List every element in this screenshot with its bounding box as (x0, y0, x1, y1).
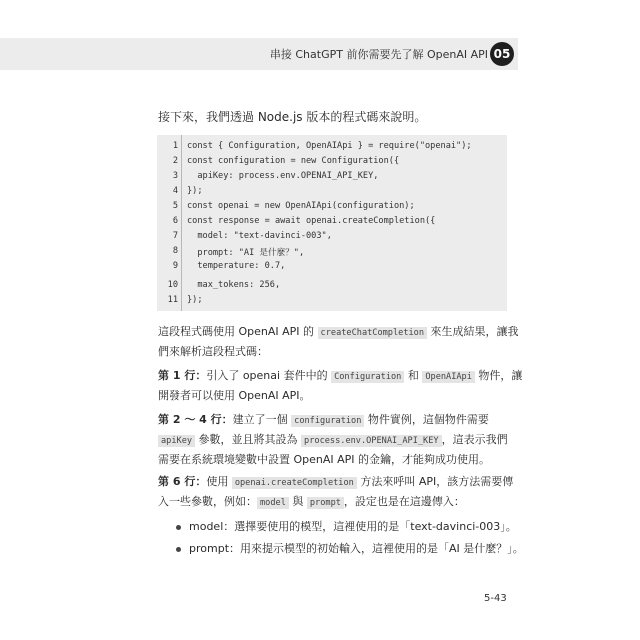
inline-code: OpenAIApi (422, 371, 475, 383)
line-number: 3 (172, 171, 178, 181)
bullet-icon (176, 525, 181, 530)
code-text: const openai = new OpenAIApi(configuration); (187, 201, 415, 211)
line-number: 10 (167, 280, 178, 290)
code-text: apiKey: process.env.OPENAI_API_KEY, (187, 171, 379, 181)
inline-code: apiKey (158, 435, 195, 447)
paragraph-label: 第 1 行： (158, 369, 207, 382)
code-text: }); (187, 186, 203, 196)
line-number: 9 (172, 261, 178, 271)
inline-code: process.env.OPENAI_API_KEY (301, 435, 442, 447)
running-header-title: 串接 ChatGPT 前你需要先了解 OpenAI API (269, 48, 488, 61)
inline-code: createChatCompletion (318, 327, 427, 339)
line-number: 7 (172, 231, 178, 241)
line-number: 4 (172, 186, 178, 196)
code-line (157, 261, 507, 277)
line-number: 11 (167, 295, 178, 305)
list-item: model：選擇要使用的模型，這裡使用的是「text-davinci-003」。 (176, 518, 517, 534)
paragraph-overview: 這段程式碼使用 OpenAI API 的 createChatCompletion 來生成結果，讓我 們來解析這段程式碼： (158, 325, 519, 358)
inline-code: configuration (291, 415, 364, 427)
inline-code: openai.createCompletion (232, 477, 357, 489)
code-line (157, 186, 507, 202)
code-line (157, 216, 507, 232)
code-text: temperature: 0.7, (187, 261, 286, 271)
code-text: model: "text-davinci-003", (187, 231, 332, 241)
code-text: max_tokens: 256, (187, 280, 281, 290)
page-number: 5-43 (484, 593, 507, 604)
code-text: const response = await openai.createCompletion({ (187, 216, 436, 226)
code-text: prompt: "AI 是什麼？", (187, 248, 305, 258)
code-line (157, 171, 507, 187)
code-text: }); (187, 295, 203, 305)
intro-text: 接下來，我們透過 Node.js 版本的程式碼來說明。 (158, 110, 427, 124)
paragraph-line-6: 第 6 行：使用 openai.createCompletion 方法來呼叫 API，該方法需要傳 入一些參數，例如： model 與 prompt ，設定也是在這邊傳入： (158, 475, 514, 508)
list-item: prompt：用來提示模型的初始輸入，這裡使用的是「AI 是什麼？」。 (176, 540, 524, 556)
inline-code: Configuration (331, 371, 404, 383)
bullet-icon (176, 547, 181, 552)
line-number: 5 (172, 201, 178, 211)
chapter-badge: 05 (490, 42, 514, 66)
paragraph-line-1: 第 1 行：引入了 openai 套件中的 Configuration 和 OpenAIApi 物件，讓 開發者可以使用 OpenAI API。 (158, 369, 523, 402)
code-block (157, 135, 507, 311)
line-number: 8 (172, 246, 178, 256)
code-line (157, 280, 507, 296)
code-line (157, 231, 507, 247)
code-line (157, 156, 507, 172)
paragraph-lines-2-4: 第 2 ～ 4 行：建立了一個 configuration 物件實例，這個物件需要 apiKey 參數，並且將其設為 process.env.OPENAI_API_KEY ，這表示我們 需要在系統環境變數中設置 OpenAI API 的金鑰，才能夠成功使用。 (158, 413, 508, 466)
code-text: const { Configuration, OpenAIApi } = require("openai"); (187, 141, 472, 151)
inline-code: model (257, 497, 289, 509)
line-number: 6 (172, 216, 178, 226)
code-line (157, 201, 507, 217)
code-line (157, 246, 507, 262)
line-number: 1 (172, 141, 178, 151)
paragraph-label: 第 2 ～ 4 行： (158, 413, 233, 426)
line-number: 2 (172, 156, 178, 166)
paragraph-label: 第 6 行： (158, 475, 207, 488)
code-text: const configuration = new Configuration({ (187, 156, 400, 166)
code-line (157, 141, 507, 157)
inline-code: prompt (307, 497, 344, 509)
code-line (157, 295, 507, 311)
